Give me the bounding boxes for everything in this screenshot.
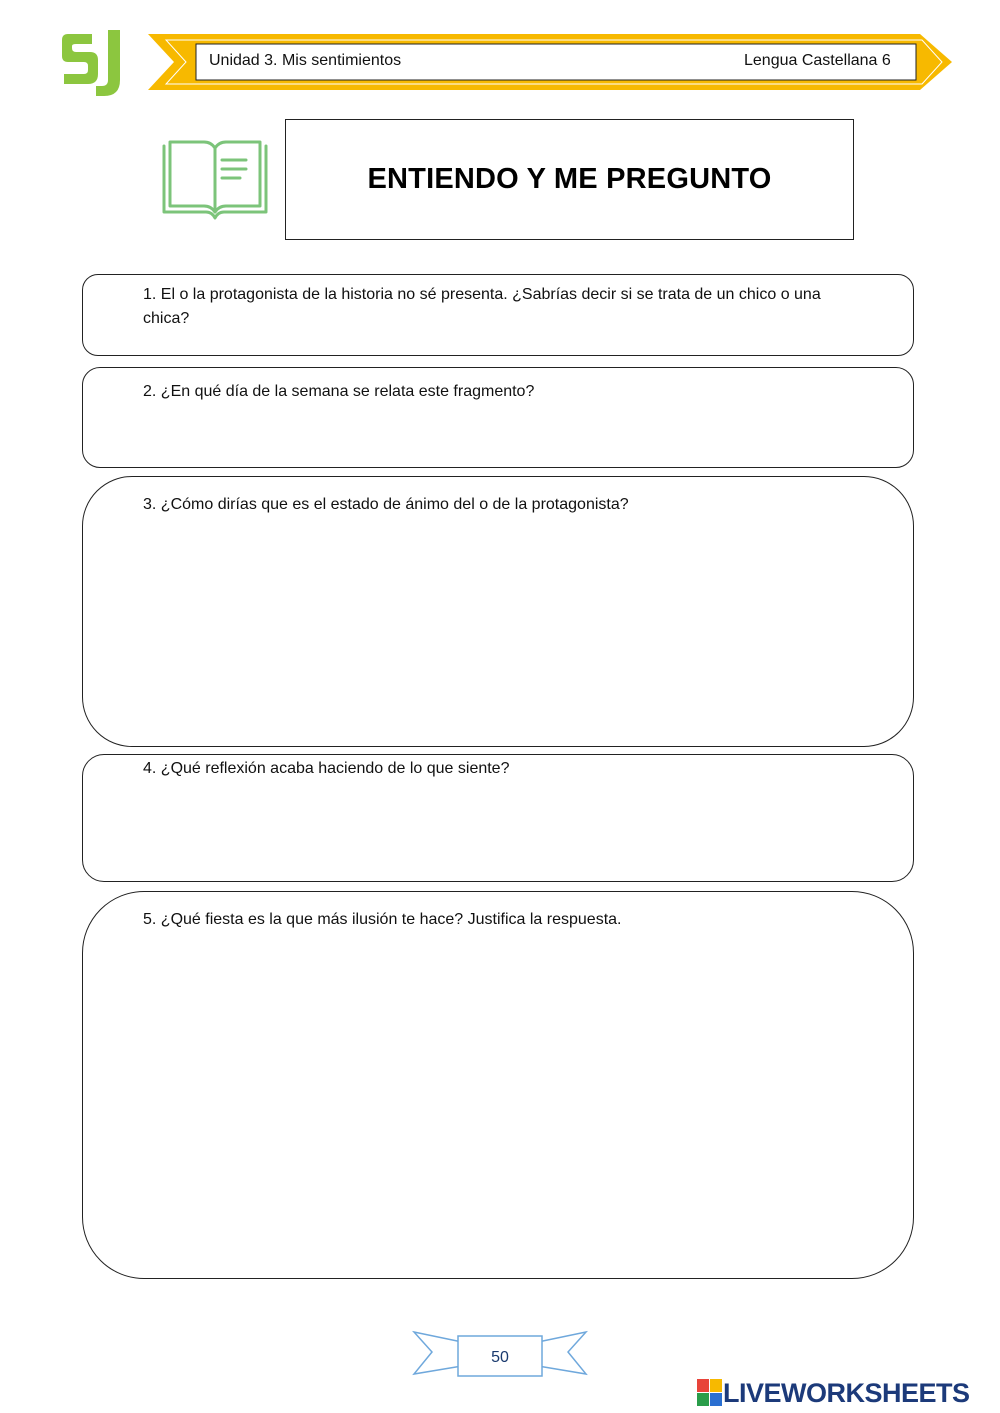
liveworksheets-logo-icon [697, 1379, 723, 1407]
question-4-text: 4. ¿Qué reflexión acaba haciendo de lo que siente? [143, 760, 510, 777]
question-box-5[interactable] [82, 891, 914, 1279]
title-box [285, 119, 854, 240]
open-book-icon [160, 136, 270, 222]
question-box-3[interactable] [82, 476, 914, 747]
question-1-text: 1. El o la protagonista de la historia no sé presenta. ¿Sabrías decir si se trata de un chico o una chica? [143, 286, 821, 327]
question-5-text: 5. ¿Qué fiesta es la que más ilusión te hace? Justifica la respuesta. [143, 911, 622, 928]
watermark-text: LIVEWORKSHEETS [723, 1377, 970, 1408]
subject-label: Lengua Castellana 6 [744, 52, 891, 69]
question-3-text: 3. ¿Cómo dirías que es el estado de ánimo del o de la protagonista? [143, 496, 629, 513]
page-title: ENTIENDO Y ME PREGUNTO [367, 163, 772, 195]
question-2-text: 2. ¿En qué día de la semana se relata este fragmento? [143, 383, 535, 400]
liveworksheets-watermark [697, 1378, 970, 1408]
unit-label: Unidad 3. Mis sentimientos [209, 52, 402, 69]
question-box-2[interactable] [82, 367, 914, 468]
page-number: 50 [491, 1349, 509, 1366]
school-logo [58, 26, 128, 100]
question-box-1[interactable] [82, 274, 914, 356]
question-box-4[interactable] [82, 754, 914, 882]
